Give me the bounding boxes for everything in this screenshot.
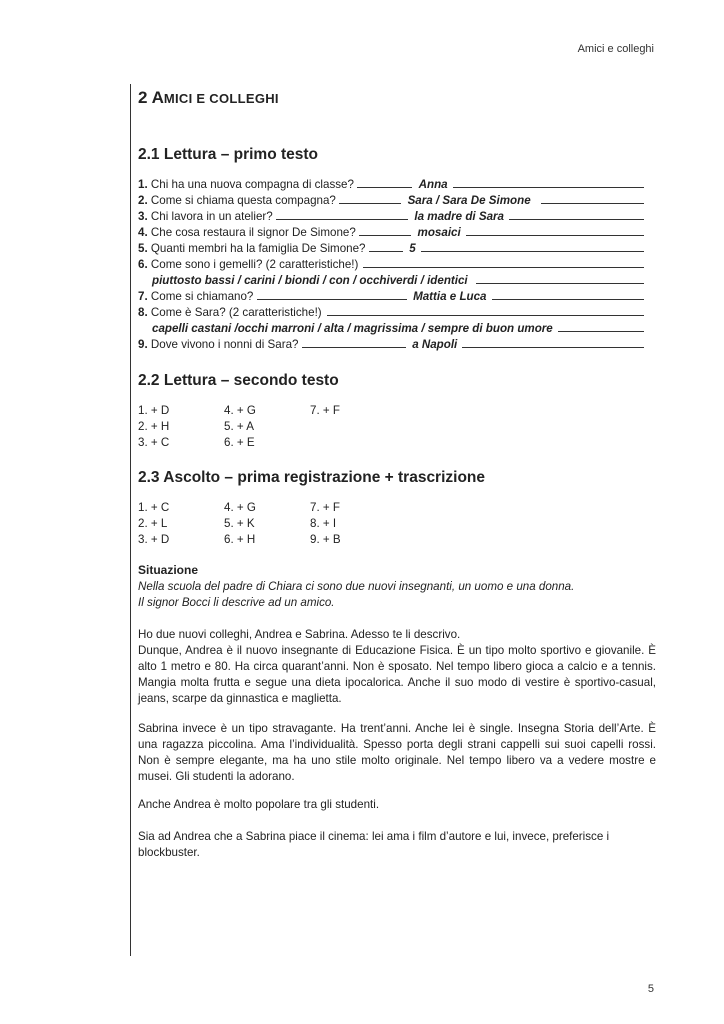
answer-row-8	[152, 320, 644, 336]
question-row-3	[138, 208, 644, 224]
section-title-2-3: 2.3 Ascolto – prima registrazione + trascrizione	[138, 469, 486, 486]
section-title-2-1: 2.1 Lettura – primo testo	[138, 146, 319, 163]
question-number: 6.	[138, 258, 148, 271]
answer-text: la madre di Sara	[414, 210, 504, 223]
answer-text: piuttosto bassi / carini / biondi / con / occhiverdi / identici	[152, 274, 468, 287]
question-text: Come sono i gemelli? (2 caratteristiche!)	[150, 258, 359, 271]
answer-text: 5	[409, 242, 416, 255]
question-row-2	[138, 192, 644, 208]
grid-answer: 1. + D	[138, 404, 170, 417]
question-text: Come si chiamano?	[150, 290, 254, 303]
grid-answer: 4. + G	[224, 404, 256, 417]
question-number: 4.	[138, 226, 148, 239]
grid-answer: 7. + F	[310, 404, 340, 417]
transcript-paragraph-1	[138, 627, 656, 707]
question-number: 9.	[138, 338, 148, 351]
question-number: 1.	[138, 178, 148, 191]
grid-answer: 2. + H	[138, 420, 170, 433]
transcript-intro: Ho due nuovi colleghi, Andrea e Sabrina. Adesso te li descrivo.	[138, 628, 461, 641]
question-text: Quanti membri ha la famiglia De Simone?	[150, 242, 366, 255]
question-number: 3.	[138, 210, 148, 223]
answer-text: Anna	[418, 178, 448, 191]
question-text: Chi ha una nuova compagna di classe?	[150, 178, 354, 191]
answer-text: a Napoli	[412, 338, 458, 351]
grid-answer: 1. + C	[138, 501, 170, 514]
question-text: Dove vivono i nonni di Sara?	[150, 338, 299, 351]
question-number: 8.	[138, 306, 148, 319]
question-row-8	[138, 304, 644, 320]
question-text: Che cosa restaura il signor De Simone?	[150, 226, 356, 239]
grid-answer: 2. + L	[138, 517, 168, 530]
grid-answer: 5. + K	[224, 517, 255, 530]
margin-rule	[130, 84, 131, 956]
answer-text: capelli castani /occhi marroni / alta / magrissima / sempre di buon umore	[152, 322, 553, 335]
running-header: Amici e colleghi	[577, 43, 654, 55]
answer-text: Mattia e Luca	[413, 290, 487, 303]
grid-answer: 6. + E	[224, 436, 255, 449]
section-title-2-2: 2.2 Lettura – secondo testo	[138, 372, 339, 389]
grid-answer: 5. + A	[224, 420, 254, 433]
transcript-paragraph-4: Sia ad Andrea che a Sabrina piace il cinema: lei ama i film d’autore e lui, invece, preferisce i blockbuster.	[138, 830, 610, 859]
question-number: 7.	[138, 290, 148, 303]
question-row-9	[138, 336, 644, 352]
grid-answer: 7. + F	[310, 501, 340, 514]
answer-text: mosaici	[417, 226, 461, 239]
question-number: 5.	[138, 242, 148, 255]
chapter-title-initial: A	[151, 88, 164, 107]
transcript-andrea: Dunque, Andrea è il nuovo insegnante di Educazione Fisica. È un tipo molto sportivo e giovanile. È alto 1 metro e 80. Ha circa quarant’anni. Non è sposato. Nel tempo libero gioca a calcio e a tennis. Mangia molta frutta e segue una dieta ipocalorica. Anche il suo modo di vestire è sportivo-casual, jeans, scarpe da ginnastica e maglietta.	[138, 644, 656, 705]
grid-answer: 4. + G	[224, 501, 256, 514]
grid-answer: 9. + B	[310, 533, 341, 546]
transcript-paragraph-3: Anche Andrea è molto popolare tra gli studenti.	[138, 798, 380, 811]
question-row-1	[138, 176, 644, 192]
chapter-title	[138, 88, 279, 108]
question-row-4	[138, 224, 644, 240]
question-number: 2.	[138, 194, 148, 207]
grid-answer: 3. + C	[138, 436, 170, 449]
question-row-6	[138, 256, 644, 272]
transcript-paragraph-2: Sabrina invece è un tipo stravagante. Ha trent’anni. Anche lei è single. Insegna Storia dell’Arte. È una ragazza piccolina. Ama l’individualità. Spesso porta degli strani cappelli sui suoi capelli rossi. Non è sempre elegante, ma ha uno stile molto originale. Nel tempo libero va a vedere mostre e musei. Gli studenti la adorano.	[138, 722, 656, 783]
answer-row-6	[152, 272, 644, 288]
chapter-number: 2	[138, 88, 148, 107]
situation-description	[138, 579, 648, 611]
situation-line-2: Il signor Bocci li descrive ad un amico.	[138, 596, 335, 609]
answer-text: Sara / Sara De Simone	[407, 194, 531, 207]
grid-answer: 3. + D	[138, 533, 170, 546]
situation-line-1: Nella scuola del padre di Chiara ci sono due nuovi insegnanti, un uomo e una donna.	[138, 580, 575, 593]
grid-answer: 8. + I	[310, 517, 337, 530]
question-text: Come è Sara? (2 caratteristiche!)	[150, 306, 322, 319]
page-number: 5	[647, 983, 654, 995]
question-row-7	[138, 288, 644, 304]
question-text: Come si chiama questa compagna?	[150, 194, 336, 207]
situation-title: Situazione	[138, 563, 199, 577]
question-text: Chi lavora in un atelier?	[150, 210, 273, 223]
chapter-title-rest: MICI E COLLEGHI	[163, 91, 279, 106]
question-row-5	[138, 240, 644, 256]
grid-answer: 6. + H	[224, 533, 256, 546]
